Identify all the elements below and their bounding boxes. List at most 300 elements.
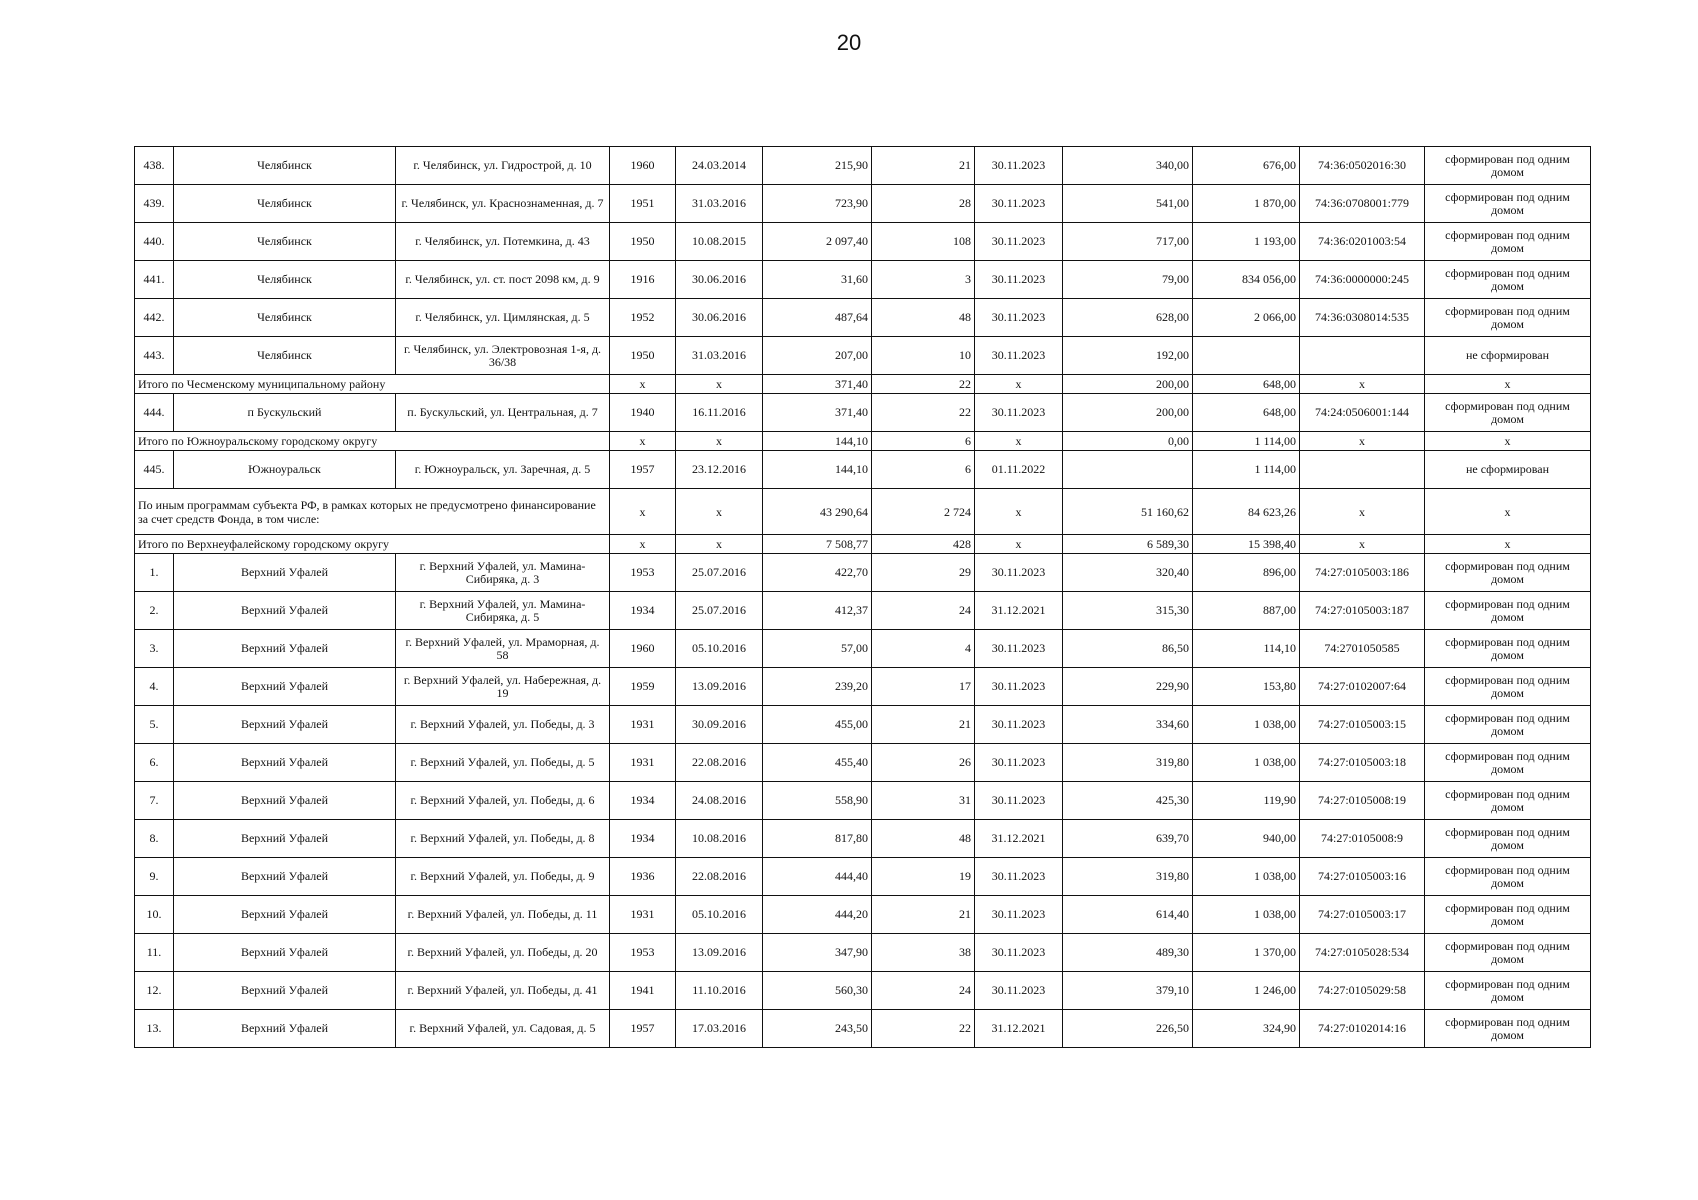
cadastral-number-cell: x	[1300, 489, 1425, 535]
land-area-cell: 1 038,00	[1193, 706, 1300, 744]
land-status-cell: сформирован под одним домом	[1425, 185, 1591, 223]
land-area-cell: 1 114,00	[1193, 432, 1300, 451]
resettled-area-cell: 347,90	[763, 934, 872, 972]
land-area-cell: 15 398,40	[1193, 535, 1300, 554]
address-cell: г. Верхний Уфалей, ул. Победы, д. 20	[396, 934, 610, 972]
land-area-cell: 1 870,00	[1193, 185, 1300, 223]
municipality-cell: Верхний Уфалей	[174, 782, 396, 820]
planned-area-cell: 226,50	[1063, 1010, 1193, 1048]
cadastral-number-cell: 74:2701050585	[1300, 630, 1425, 668]
resettled-area-cell: 239,20	[763, 668, 872, 706]
resettled-area-cell: 560,30	[763, 972, 872, 1010]
land-status-cell: сформирован под одним домом	[1425, 972, 1591, 1010]
land-status-cell: сформирован под одним домом	[1425, 782, 1591, 820]
recognition-date-cell: 25.07.2016	[676, 554, 763, 592]
build-year-cell: 1916	[610, 261, 676, 299]
resettled-area-cell: 455,40	[763, 744, 872, 782]
page-number: 20	[836, 30, 862, 55]
cadastral-number-cell: 74:36:0708001:779	[1300, 185, 1425, 223]
land-status-cell: сформирован под одним домом	[1425, 1010, 1591, 1048]
resettlement-deadline-cell: x	[975, 375, 1063, 394]
resettled-area-cell: 422,70	[763, 554, 872, 592]
housing-registry-table	[134, 146, 1591, 1048]
resettlement-deadline-cell: 31.12.2021	[975, 820, 1063, 858]
residents-count-cell: 2 724	[872, 489, 975, 535]
row-number-cell: 442.	[135, 299, 174, 337]
municipality-cell: Верхний Уфалей	[174, 554, 396, 592]
cadastral-number-cell: 74:27:0102007:64	[1300, 668, 1425, 706]
address-cell: г. Верхний Уфалей, ул. Победы, д. 5	[396, 744, 610, 782]
land-area-cell: 648,00	[1193, 394, 1300, 432]
address-cell: г. Челябинск, ул. ст. пост 2098 км, д. 9	[396, 261, 610, 299]
cadastral-number-cell: 74:36:0201003:54	[1300, 223, 1425, 261]
recognition-date-cell: 05.10.2016	[676, 896, 763, 934]
municipality-cell: Верхний Уфалей	[174, 1010, 396, 1048]
table-row	[135, 261, 1591, 299]
row-number-cell: 5.	[135, 706, 174, 744]
resettlement-deadline-cell: 30.11.2023	[975, 706, 1063, 744]
resettled-area-cell: 371,40	[763, 375, 872, 394]
resettlement-deadline-cell: 30.11.2023	[975, 185, 1063, 223]
planned-area-cell	[1063, 451, 1193, 489]
residents-count-cell: 21	[872, 896, 975, 934]
build-year-cell: 1952	[610, 299, 676, 337]
resettled-area-cell: 558,90	[763, 782, 872, 820]
land-area-cell: 1 370,00	[1193, 934, 1300, 972]
table-row	[135, 147, 1591, 185]
row-number-cell: 8.	[135, 820, 174, 858]
resettlement-deadline-cell: 30.11.2023	[975, 261, 1063, 299]
table-row	[135, 592, 1591, 630]
land-area-cell: 1 193,00	[1193, 223, 1300, 261]
municipality-cell: Верхний Уфалей	[174, 858, 396, 896]
land-status-cell: сформирован под одним домом	[1425, 668, 1591, 706]
planned-area-cell: 425,30	[1063, 782, 1193, 820]
municipality-cell: Верхний Уфалей	[174, 744, 396, 782]
resettlement-deadline-cell: 30.11.2023	[975, 858, 1063, 896]
land-area-cell: 119,90	[1193, 782, 1300, 820]
row-number-cell: 445.	[135, 451, 174, 489]
resettlement-deadline-cell: 30.11.2023	[975, 896, 1063, 934]
address-cell: г. Южноуральск, ул. Заречная, д. 5	[396, 451, 610, 489]
resettled-area-cell: 7 508,77	[763, 535, 872, 554]
municipality-cell: Верхний Уфалей	[174, 820, 396, 858]
planned-area-cell: 6 589,30	[1063, 535, 1193, 554]
land-status-cell: сформирован под одним домом	[1425, 592, 1591, 630]
address-cell: г. Верхний Уфалей, ул. Победы, д. 6	[396, 782, 610, 820]
resettlement-deadline-cell: 30.11.2023	[975, 630, 1063, 668]
row-number-cell: 7.	[135, 782, 174, 820]
table-row	[135, 337, 1591, 375]
land-status-cell: не сформирован	[1425, 451, 1591, 489]
build-year-cell: 1959	[610, 668, 676, 706]
cadastral-number-cell: x	[1300, 375, 1425, 394]
residents-count-cell: 22	[872, 394, 975, 432]
land-status-cell: сформирован под одним домом	[1425, 394, 1591, 432]
residents-count-cell: 6	[872, 432, 975, 451]
resettled-area-cell: 2 097,40	[763, 223, 872, 261]
resettled-area-cell: 144,10	[763, 432, 872, 451]
resettled-area-cell: 444,40	[763, 858, 872, 896]
residents-count-cell: 17	[872, 668, 975, 706]
resettled-area-cell: 723,90	[763, 185, 872, 223]
land-area-cell: 887,00	[1193, 592, 1300, 630]
build-year-cell: x	[610, 535, 676, 554]
residents-count-cell: 48	[872, 299, 975, 337]
land-area-cell: 1 038,00	[1193, 896, 1300, 934]
recognition-date-cell: 22.08.2016	[676, 744, 763, 782]
address-cell: г. Верхний Уфалей, ул. Набережная, д. 19	[396, 668, 610, 706]
land-area-cell: 114,10	[1193, 630, 1300, 668]
cadastral-number-cell	[1300, 337, 1425, 375]
build-year-cell: 1960	[610, 630, 676, 668]
residents-count-cell: 4	[872, 630, 975, 668]
residents-count-cell: 24	[872, 972, 975, 1010]
land-area-cell: 153,80	[1193, 668, 1300, 706]
recognition-date-cell: x	[676, 432, 763, 451]
recognition-date-cell: x	[676, 489, 763, 535]
residents-count-cell: 21	[872, 706, 975, 744]
recognition-date-cell: 30.06.2016	[676, 261, 763, 299]
land-area-cell: 1 246,00	[1193, 972, 1300, 1010]
resettlement-deadline-cell: 30.11.2023	[975, 744, 1063, 782]
row-number-cell: 6.	[135, 744, 174, 782]
resettled-area-cell: 487,64	[763, 299, 872, 337]
address-cell: г. Верхний Уфалей, ул. Мамина-Сибиряка, д. 5	[396, 592, 610, 630]
residents-count-cell: 6	[872, 451, 975, 489]
land-status-cell: сформирован под одним домом	[1425, 744, 1591, 782]
cadastral-number-cell: 74:27:0105008:9	[1300, 820, 1425, 858]
row-number-cell: 11.	[135, 934, 174, 972]
subtotal-label: Итого по Чесменскому муниципальному району	[135, 375, 610, 394]
recognition-date-cell: 13.09.2016	[676, 668, 763, 706]
resettlement-deadline-cell: 30.11.2023	[975, 223, 1063, 261]
row-number-cell: 3.	[135, 630, 174, 668]
recognition-date-cell: x	[676, 375, 763, 394]
municipality-cell: Челябинск	[174, 337, 396, 375]
row-number-cell: 443.	[135, 337, 174, 375]
residents-count-cell: 22	[872, 375, 975, 394]
resettled-area-cell: 31,60	[763, 261, 872, 299]
row-number-cell: 9.	[135, 858, 174, 896]
planned-area-cell: 717,00	[1063, 223, 1193, 261]
address-cell: г. Верхний Уфалей, ул. Мамина-Сибиряка, д. 3	[396, 554, 610, 592]
cadastral-number-cell: 74:27:0105028:534	[1300, 934, 1425, 972]
land-area-cell: 648,00	[1193, 375, 1300, 394]
build-year-cell: x	[610, 489, 676, 535]
row-number-cell: 438.	[135, 147, 174, 185]
resettled-area-cell: 817,80	[763, 820, 872, 858]
address-cell: г. Верхний Уфалей, ул. Победы, д. 8	[396, 820, 610, 858]
table-row	[135, 451, 1591, 489]
recognition-date-cell: 17.03.2016	[676, 1010, 763, 1048]
residents-count-cell: 26	[872, 744, 975, 782]
recognition-date-cell: 30.06.2016	[676, 299, 763, 337]
build-year-cell: 1953	[610, 934, 676, 972]
row-number-cell: 440.	[135, 223, 174, 261]
address-cell: г. Верхний Уфалей, ул. Победы, д. 9	[396, 858, 610, 896]
recognition-date-cell: 16.11.2016	[676, 394, 763, 432]
municipality-cell: Верхний Уфалей	[174, 668, 396, 706]
land-status-cell: x	[1425, 535, 1591, 554]
residents-count-cell: 3	[872, 261, 975, 299]
land-area-cell: 84 623,26	[1193, 489, 1300, 535]
land-status-cell: сформирован под одним домом	[1425, 630, 1591, 668]
resettlement-deadline-cell: 30.11.2023	[975, 337, 1063, 375]
row-number-cell: 13.	[135, 1010, 174, 1048]
planned-area-cell: 334,60	[1063, 706, 1193, 744]
residents-count-cell: 38	[872, 934, 975, 972]
municipality-cell: Верхний Уфалей	[174, 592, 396, 630]
build-year-cell: 1960	[610, 147, 676, 185]
residents-count-cell: 10	[872, 337, 975, 375]
municipality-cell: Челябинск	[174, 185, 396, 223]
cadastral-number-cell: 74:36:0308014:535	[1300, 299, 1425, 337]
build-year-cell: 1950	[610, 337, 676, 375]
municipality-cell: п Бускульский	[174, 394, 396, 432]
land-area-cell: 676,00	[1193, 147, 1300, 185]
resettlement-deadline-cell: 30.11.2023	[975, 299, 1063, 337]
land-status-cell: не сформирован	[1425, 337, 1591, 375]
land-status-cell: сформирован под одним домом	[1425, 820, 1591, 858]
subtotal-label: Итого по Верхнеуфалейскому городскому округу	[135, 535, 610, 554]
build-year-cell: x	[610, 432, 676, 451]
resettlement-deadline-cell: 30.11.2023	[975, 147, 1063, 185]
recognition-date-cell: 23.12.2016	[676, 451, 763, 489]
land-status-cell: сформирован под одним домом	[1425, 554, 1591, 592]
planned-area-cell: 340,00	[1063, 147, 1193, 185]
build-year-cell: 1951	[610, 185, 676, 223]
build-year-cell: 1941	[610, 972, 676, 1010]
land-status-cell: x	[1425, 489, 1591, 535]
subtotal-label: Итого по Южноуральскому городскому округу	[135, 432, 610, 451]
resettlement-deadline-cell: 30.11.2023	[975, 934, 1063, 972]
resettled-area-cell: 243,50	[763, 1010, 872, 1048]
row-number-cell: 4.	[135, 668, 174, 706]
build-year-cell: 1931	[610, 896, 676, 934]
row-number-cell: 1.	[135, 554, 174, 592]
resettlement-deadline-cell: 30.11.2023	[975, 554, 1063, 592]
table-row	[135, 630, 1591, 668]
cadastral-number-cell: 74:27:0105003:18	[1300, 744, 1425, 782]
cadastral-number-cell: x	[1300, 432, 1425, 451]
municipality-cell: Челябинск	[174, 223, 396, 261]
recognition-date-cell: 24.08.2016	[676, 782, 763, 820]
row-number-cell: 10.	[135, 896, 174, 934]
row-number-cell: 12.	[135, 972, 174, 1010]
table-row	[135, 744, 1591, 782]
municipality-cell: Верхний Уфалей	[174, 896, 396, 934]
table-row	[135, 394, 1591, 432]
residents-count-cell: 29	[872, 554, 975, 592]
land-area-cell: 1 114,00	[1193, 451, 1300, 489]
cadastral-number-cell	[1300, 451, 1425, 489]
recognition-date-cell: 25.07.2016	[676, 592, 763, 630]
row-number-cell: 439.	[135, 185, 174, 223]
residents-count-cell: 428	[872, 535, 975, 554]
planned-area-cell: 200,00	[1063, 394, 1193, 432]
municipality-cell: Челябинск	[174, 147, 396, 185]
subtotal-label: По иным программам субъекта РФ, в рамках которых не предусмотрено финансирование за счет средств Фонда, в том числе:	[135, 489, 610, 535]
resettled-area-cell: 43 290,64	[763, 489, 872, 535]
recognition-date-cell: 30.09.2016	[676, 706, 763, 744]
municipality-cell: Челябинск	[174, 299, 396, 337]
residents-count-cell: 31	[872, 782, 975, 820]
municipality-cell: Южноуральск	[174, 451, 396, 489]
table-row	[135, 934, 1591, 972]
address-cell: г. Верхний Уфалей, ул. Садовая, д. 5	[396, 1010, 610, 1048]
recognition-date-cell: 05.10.2016	[676, 630, 763, 668]
table-row	[135, 668, 1591, 706]
resettlement-deadline-cell: x	[975, 432, 1063, 451]
resettlement-deadline-cell: 31.12.2021	[975, 592, 1063, 630]
recognition-date-cell: 11.10.2016	[676, 972, 763, 1010]
planned-area-cell: 541,00	[1063, 185, 1193, 223]
cadastral-number-cell: 74:27:0105003:187	[1300, 592, 1425, 630]
planned-area-cell: 489,30	[1063, 934, 1193, 972]
address-cell: г. Челябинск, ул. Цимлянская, д. 5	[396, 299, 610, 337]
resettled-area-cell: 444,20	[763, 896, 872, 934]
resettlement-deadline-cell: 31.12.2021	[975, 1010, 1063, 1048]
planned-area-cell: 614,40	[1063, 896, 1193, 934]
resettled-area-cell: 215,90	[763, 147, 872, 185]
address-cell: г. Челябинск, ул. Гидрострой, д. 10	[396, 147, 610, 185]
residents-count-cell: 48	[872, 820, 975, 858]
cadastral-number-cell: 74:27:0105003:15	[1300, 706, 1425, 744]
municipality-cell: Верхний Уфалей	[174, 972, 396, 1010]
planned-area-cell: 192,00	[1063, 337, 1193, 375]
land-status-cell: сформирован под одним домом	[1425, 896, 1591, 934]
residents-count-cell: 21	[872, 147, 975, 185]
resettled-area-cell: 371,40	[763, 394, 872, 432]
table-row	[135, 554, 1591, 592]
resettled-area-cell: 57,00	[763, 630, 872, 668]
table-row	[135, 972, 1591, 1010]
table-row	[135, 706, 1591, 744]
residents-count-cell: 22	[872, 1010, 975, 1048]
residents-count-cell: 108	[872, 223, 975, 261]
planned-area-cell: 229,90	[1063, 668, 1193, 706]
resettled-area-cell: 412,37	[763, 592, 872, 630]
cadastral-number-cell: 74:27:0105003:17	[1300, 896, 1425, 934]
address-cell: г. Верхний Уфалей, ул. Победы, д. 41	[396, 972, 610, 1010]
build-year-cell: 1936	[610, 858, 676, 896]
address-cell: п. Бускульский, ул. Центральная, д. 7	[396, 394, 610, 432]
row-number-cell: 2.	[135, 592, 174, 630]
land-area-cell: 2 066,00	[1193, 299, 1300, 337]
address-cell: г. Челябинск, ул. Краснознаменная, д. 7	[396, 185, 610, 223]
cadastral-number-cell: 74:24:0506001:144	[1300, 394, 1425, 432]
planned-area-cell: 639,70	[1063, 820, 1193, 858]
cadastral-number-cell: 74:27:0105029:58	[1300, 972, 1425, 1010]
municipality-cell: Верхний Уфалей	[174, 934, 396, 972]
residents-count-cell: 28	[872, 185, 975, 223]
planned-area-cell: 51 160,62	[1063, 489, 1193, 535]
build-year-cell: 1934	[610, 782, 676, 820]
planned-area-cell: 86,50	[1063, 630, 1193, 668]
planned-area-cell: 315,30	[1063, 592, 1193, 630]
recognition-date-cell: 22.08.2016	[676, 858, 763, 896]
land-status-cell: сформирован под одним домом	[1425, 858, 1591, 896]
cadastral-number-cell: 74:27:0102014:16	[1300, 1010, 1425, 1048]
recognition-date-cell: 10.08.2016	[676, 820, 763, 858]
land-area-cell: 940,00	[1193, 820, 1300, 858]
planned-area-cell: 0,00	[1063, 432, 1193, 451]
subtotal-row	[135, 375, 1591, 394]
build-year-cell: 1931	[610, 706, 676, 744]
cadastral-number-cell: 74:27:0105008:19	[1300, 782, 1425, 820]
build-year-cell: 1950	[610, 223, 676, 261]
address-cell: г. Челябинск, ул. Электровозная 1-я, д. 36/38	[396, 337, 610, 375]
land-status-cell: сформирован под одним домом	[1425, 147, 1591, 185]
row-number-cell: 444.	[135, 394, 174, 432]
land-status-cell: сформирован под одним домом	[1425, 299, 1591, 337]
land-area-cell: 1 038,00	[1193, 744, 1300, 782]
table-row	[135, 858, 1591, 896]
table-row	[135, 782, 1591, 820]
residents-count-cell: 19	[872, 858, 975, 896]
resettlement-deadline-cell: 01.11.2022	[975, 451, 1063, 489]
row-number-cell: 441.	[135, 261, 174, 299]
land-area-cell	[1193, 337, 1300, 375]
table-row	[135, 1010, 1591, 1048]
land-status-cell: сформирован под одним домом	[1425, 223, 1591, 261]
land-status-cell: сформирован под одним домом	[1425, 934, 1591, 972]
build-year-cell: 1934	[610, 820, 676, 858]
table-row	[135, 299, 1591, 337]
residents-count-cell: 24	[872, 592, 975, 630]
build-year-cell: 1931	[610, 744, 676, 782]
planned-area-cell: 79,00	[1063, 261, 1193, 299]
planned-area-cell: 379,10	[1063, 972, 1193, 1010]
build-year-cell: 1953	[610, 554, 676, 592]
cadastral-number-cell: 74:27:0105003:186	[1300, 554, 1425, 592]
land-status-cell: x	[1425, 432, 1591, 451]
build-year-cell: 1940	[610, 394, 676, 432]
land-area-cell: 834 056,00	[1193, 261, 1300, 299]
land-status-cell: x	[1425, 375, 1591, 394]
resettlement-deadline-cell: 30.11.2023	[975, 394, 1063, 432]
resettled-area-cell: 144,10	[763, 451, 872, 489]
land-status-cell: сформирован под одним домом	[1425, 706, 1591, 744]
planned-area-cell: 628,00	[1063, 299, 1193, 337]
recognition-date-cell: 31.03.2016	[676, 185, 763, 223]
subtotal-row	[135, 535, 1591, 554]
recognition-date-cell: 24.03.2014	[676, 147, 763, 185]
land-area-cell: 324,90	[1193, 1010, 1300, 1048]
planned-area-cell: 319,80	[1063, 744, 1193, 782]
subtotal-row	[135, 432, 1591, 451]
recognition-date-cell: 13.09.2016	[676, 934, 763, 972]
resettled-area-cell: 207,00	[763, 337, 872, 375]
resettled-area-cell: 455,00	[763, 706, 872, 744]
build-year-cell: 1934	[610, 592, 676, 630]
address-cell: г. Верхний Уфалей, ул. Мраморная, д. 58	[396, 630, 610, 668]
resettlement-deadline-cell: x	[975, 535, 1063, 554]
build-year-cell: 1957	[610, 451, 676, 489]
subtotal-row	[135, 489, 1591, 535]
planned-area-cell: 320,40	[1063, 554, 1193, 592]
table-row	[135, 223, 1591, 261]
planned-area-cell: 200,00	[1063, 375, 1193, 394]
municipality-cell: Челябинск	[174, 261, 396, 299]
build-year-cell: 1957	[610, 1010, 676, 1048]
address-cell: г. Верхний Уфалей, ул. Победы, д. 3	[396, 706, 610, 744]
resettlement-deadline-cell: 30.11.2023	[975, 972, 1063, 1010]
recognition-date-cell: x	[676, 535, 763, 554]
recognition-date-cell: 10.08.2015	[676, 223, 763, 261]
municipality-cell: Верхний Уфалей	[174, 706, 396, 744]
